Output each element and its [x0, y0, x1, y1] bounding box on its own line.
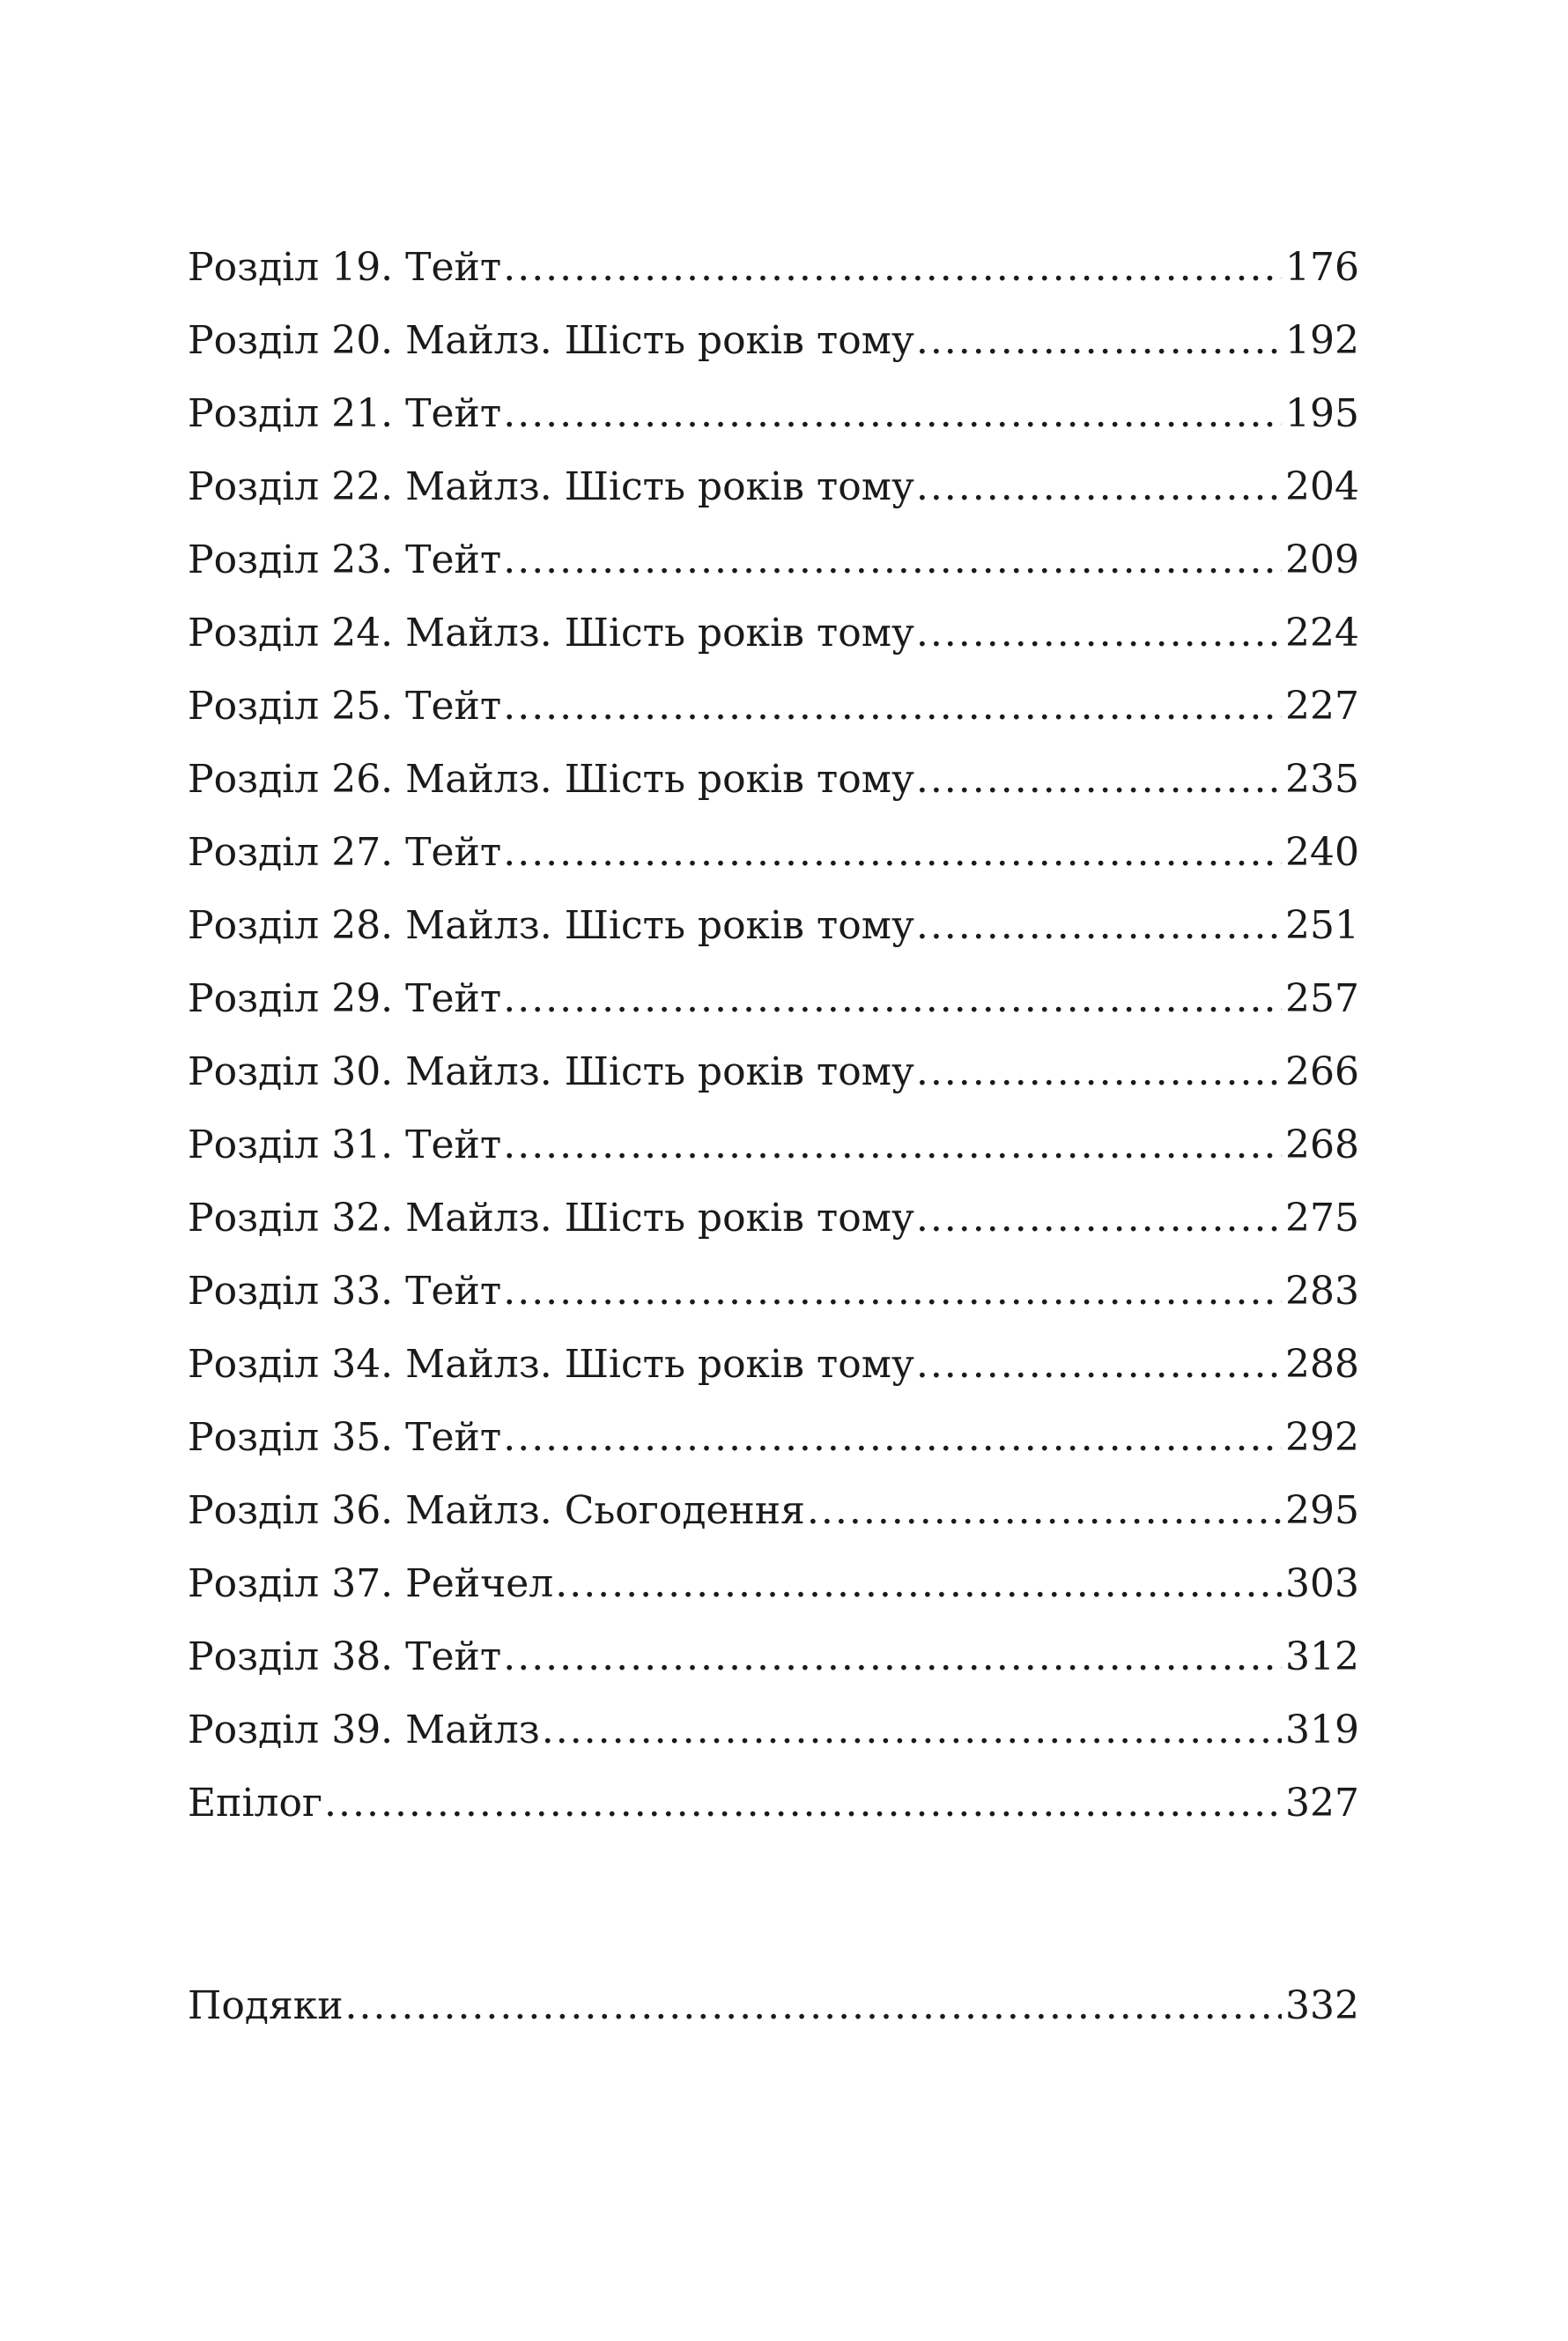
dot-leader [503, 231, 1282, 304]
toc-entry-page: 327 [1285, 1781, 1359, 1826]
toc-entry-title: Подяки [188, 1983, 344, 2028]
toc-entry-title: Розділ 34. Майлз. Шість років тому [188, 1342, 914, 1387]
toc-entry[interactable] [188, 1767, 1359, 1840]
toc-entry-title: Розділ 33. Тейт [188, 1269, 502, 1314]
toc-entry[interactable] [188, 1547, 1359, 1620]
toc-entry-title: Розділ 38. Тейт [188, 1634, 502, 1679]
dot-leader [324, 1767, 1282, 1840]
toc-entry-page: 192 [1285, 318, 1359, 363]
toc-entry-title: Розділ 28. Майлз. Шість років тому [188, 903, 914, 948]
dot-leader [807, 1474, 1282, 1547]
toc-entry-title: Розділ 23. Тейт [188, 537, 502, 582]
toc-entry-page: 319 [1285, 1708, 1359, 1752]
toc-entry-title: Епілог [188, 1781, 323, 1826]
toc-entry-title: Розділ 35. Тейт [188, 1415, 502, 1460]
toc-entry-title: Розділ 25. Тейт [188, 684, 502, 729]
toc-entry-page: 227 [1285, 684, 1359, 729]
dot-leader [916, 889, 1282, 962]
toc-entry[interactable] [188, 1401, 1359, 1474]
toc-entry[interactable] [188, 377, 1359, 450]
dot-leader [503, 1255, 1282, 1328]
dot-leader [503, 377, 1282, 450]
toc-entry-page: 295 [1285, 1488, 1359, 1533]
toc-entry-page: 266 [1285, 1049, 1359, 1094]
toc-entry[interactable] [188, 1035, 1359, 1108]
toc-entry-page: 292 [1285, 1415, 1359, 1460]
dot-leader [503, 523, 1282, 596]
toc-entry-page: 235 [1285, 757, 1359, 802]
dot-leader [503, 962, 1282, 1035]
dot-leader [916, 743, 1282, 816]
toc-entry-title: Розділ 36. Майлз. Сьогодення [188, 1488, 805, 1533]
toc-entry-page: 275 [1285, 1196, 1359, 1241]
toc-entry-title: Розділ 31. Тейт [188, 1122, 502, 1167]
toc-entry-title: Розділ 22. Майлз. Шість років тому [188, 464, 914, 509]
toc-entry-title: Розділ 39. Майлз [188, 1708, 540, 1752]
toc-entry[interactable] [188, 1328, 1359, 1401]
dot-leader [503, 1108, 1282, 1182]
dot-leader [542, 1693, 1282, 1767]
toc-entry[interactable] [188, 1474, 1359, 1547]
toc-entry[interactable] [188, 962, 1359, 1035]
toc-entry[interactable] [188, 743, 1359, 816]
dot-leader [916, 304, 1282, 377]
dot-leader [503, 816, 1282, 889]
toc-entry-page: 288 [1285, 1342, 1359, 1387]
dot-leader [916, 596, 1282, 670]
dot-leader [345, 1969, 1282, 2042]
toc-entry-title: Розділ 26. Майлз. Шість років тому [188, 757, 914, 802]
toc-entry[interactable] [188, 816, 1359, 889]
toc-entry-page: 240 [1285, 830, 1359, 875]
toc-entry[interactable] [188, 889, 1359, 962]
toc-entry-page: 303 [1285, 1561, 1359, 1606]
toc-entry-page: 283 [1285, 1269, 1359, 1314]
toc-entry-page: 257 [1285, 976, 1359, 1021]
toc-entry[interactable] [188, 670, 1359, 743]
toc-entry[interactable] [188, 1255, 1359, 1328]
dot-leader [916, 450, 1282, 523]
dot-leader [503, 1620, 1282, 1693]
toc-entry[interactable] [188, 596, 1359, 670]
toc-entry-page: 224 [1285, 611, 1359, 656]
toc-entry[interactable] [188, 304, 1359, 377]
toc-entry-title: Розділ 27. Тейт [188, 830, 502, 875]
toc-entry[interactable] [188, 231, 1359, 304]
toc-entry-page: 204 [1285, 464, 1359, 509]
dot-leader [555, 1547, 1282, 1620]
dot-leader [916, 1328, 1282, 1401]
toc-entry-page: 332 [1285, 1983, 1359, 2028]
toc-entry-title: Розділ 37. Рейчел [188, 1561, 554, 1606]
toc-entry[interactable] [188, 523, 1359, 596]
toc-entry-page: 209 [1285, 537, 1359, 582]
toc-entry-title: Розділ 19. Тейт [188, 245, 502, 290]
table-of-contents [188, 231, 1359, 2042]
toc-entry-page: 176 [1285, 245, 1359, 290]
toc-entry[interactable] [188, 450, 1359, 523]
section-spacer [188, 1840, 1359, 1969]
toc-entry-page: 251 [1285, 903, 1359, 948]
toc-entry[interactable] [188, 1693, 1359, 1767]
dot-leader [503, 1401, 1282, 1474]
toc-entry-page: 195 [1285, 391, 1359, 436]
toc-entry[interactable] [188, 1620, 1359, 1693]
toc-entry[interactable] [188, 1182, 1359, 1255]
toc-entry-page: 268 [1285, 1122, 1359, 1167]
dot-leader [916, 1035, 1282, 1108]
toc-entry-title: Розділ 21. Тейт [188, 391, 502, 436]
dot-leader [503, 670, 1282, 743]
toc-entry-page: 312 [1285, 1634, 1359, 1679]
toc-entry[interactable] [188, 1108, 1359, 1182]
toc-entry-title: Розділ 29. Тейт [188, 976, 502, 1021]
dot-leader [916, 1182, 1282, 1255]
toc-entry-acknowledgements[interactable] [188, 1969, 1359, 2042]
toc-entry-title: Розділ 20. Майлз. Шість років тому [188, 318, 914, 363]
toc-entry-title: Розділ 24. Майлз. Шість років тому [188, 611, 914, 656]
toc-entry-title: Розділ 32. Майлз. Шість років тому [188, 1196, 914, 1241]
toc-entry-title: Розділ 30. Майлз. Шість років тому [188, 1049, 914, 1094]
